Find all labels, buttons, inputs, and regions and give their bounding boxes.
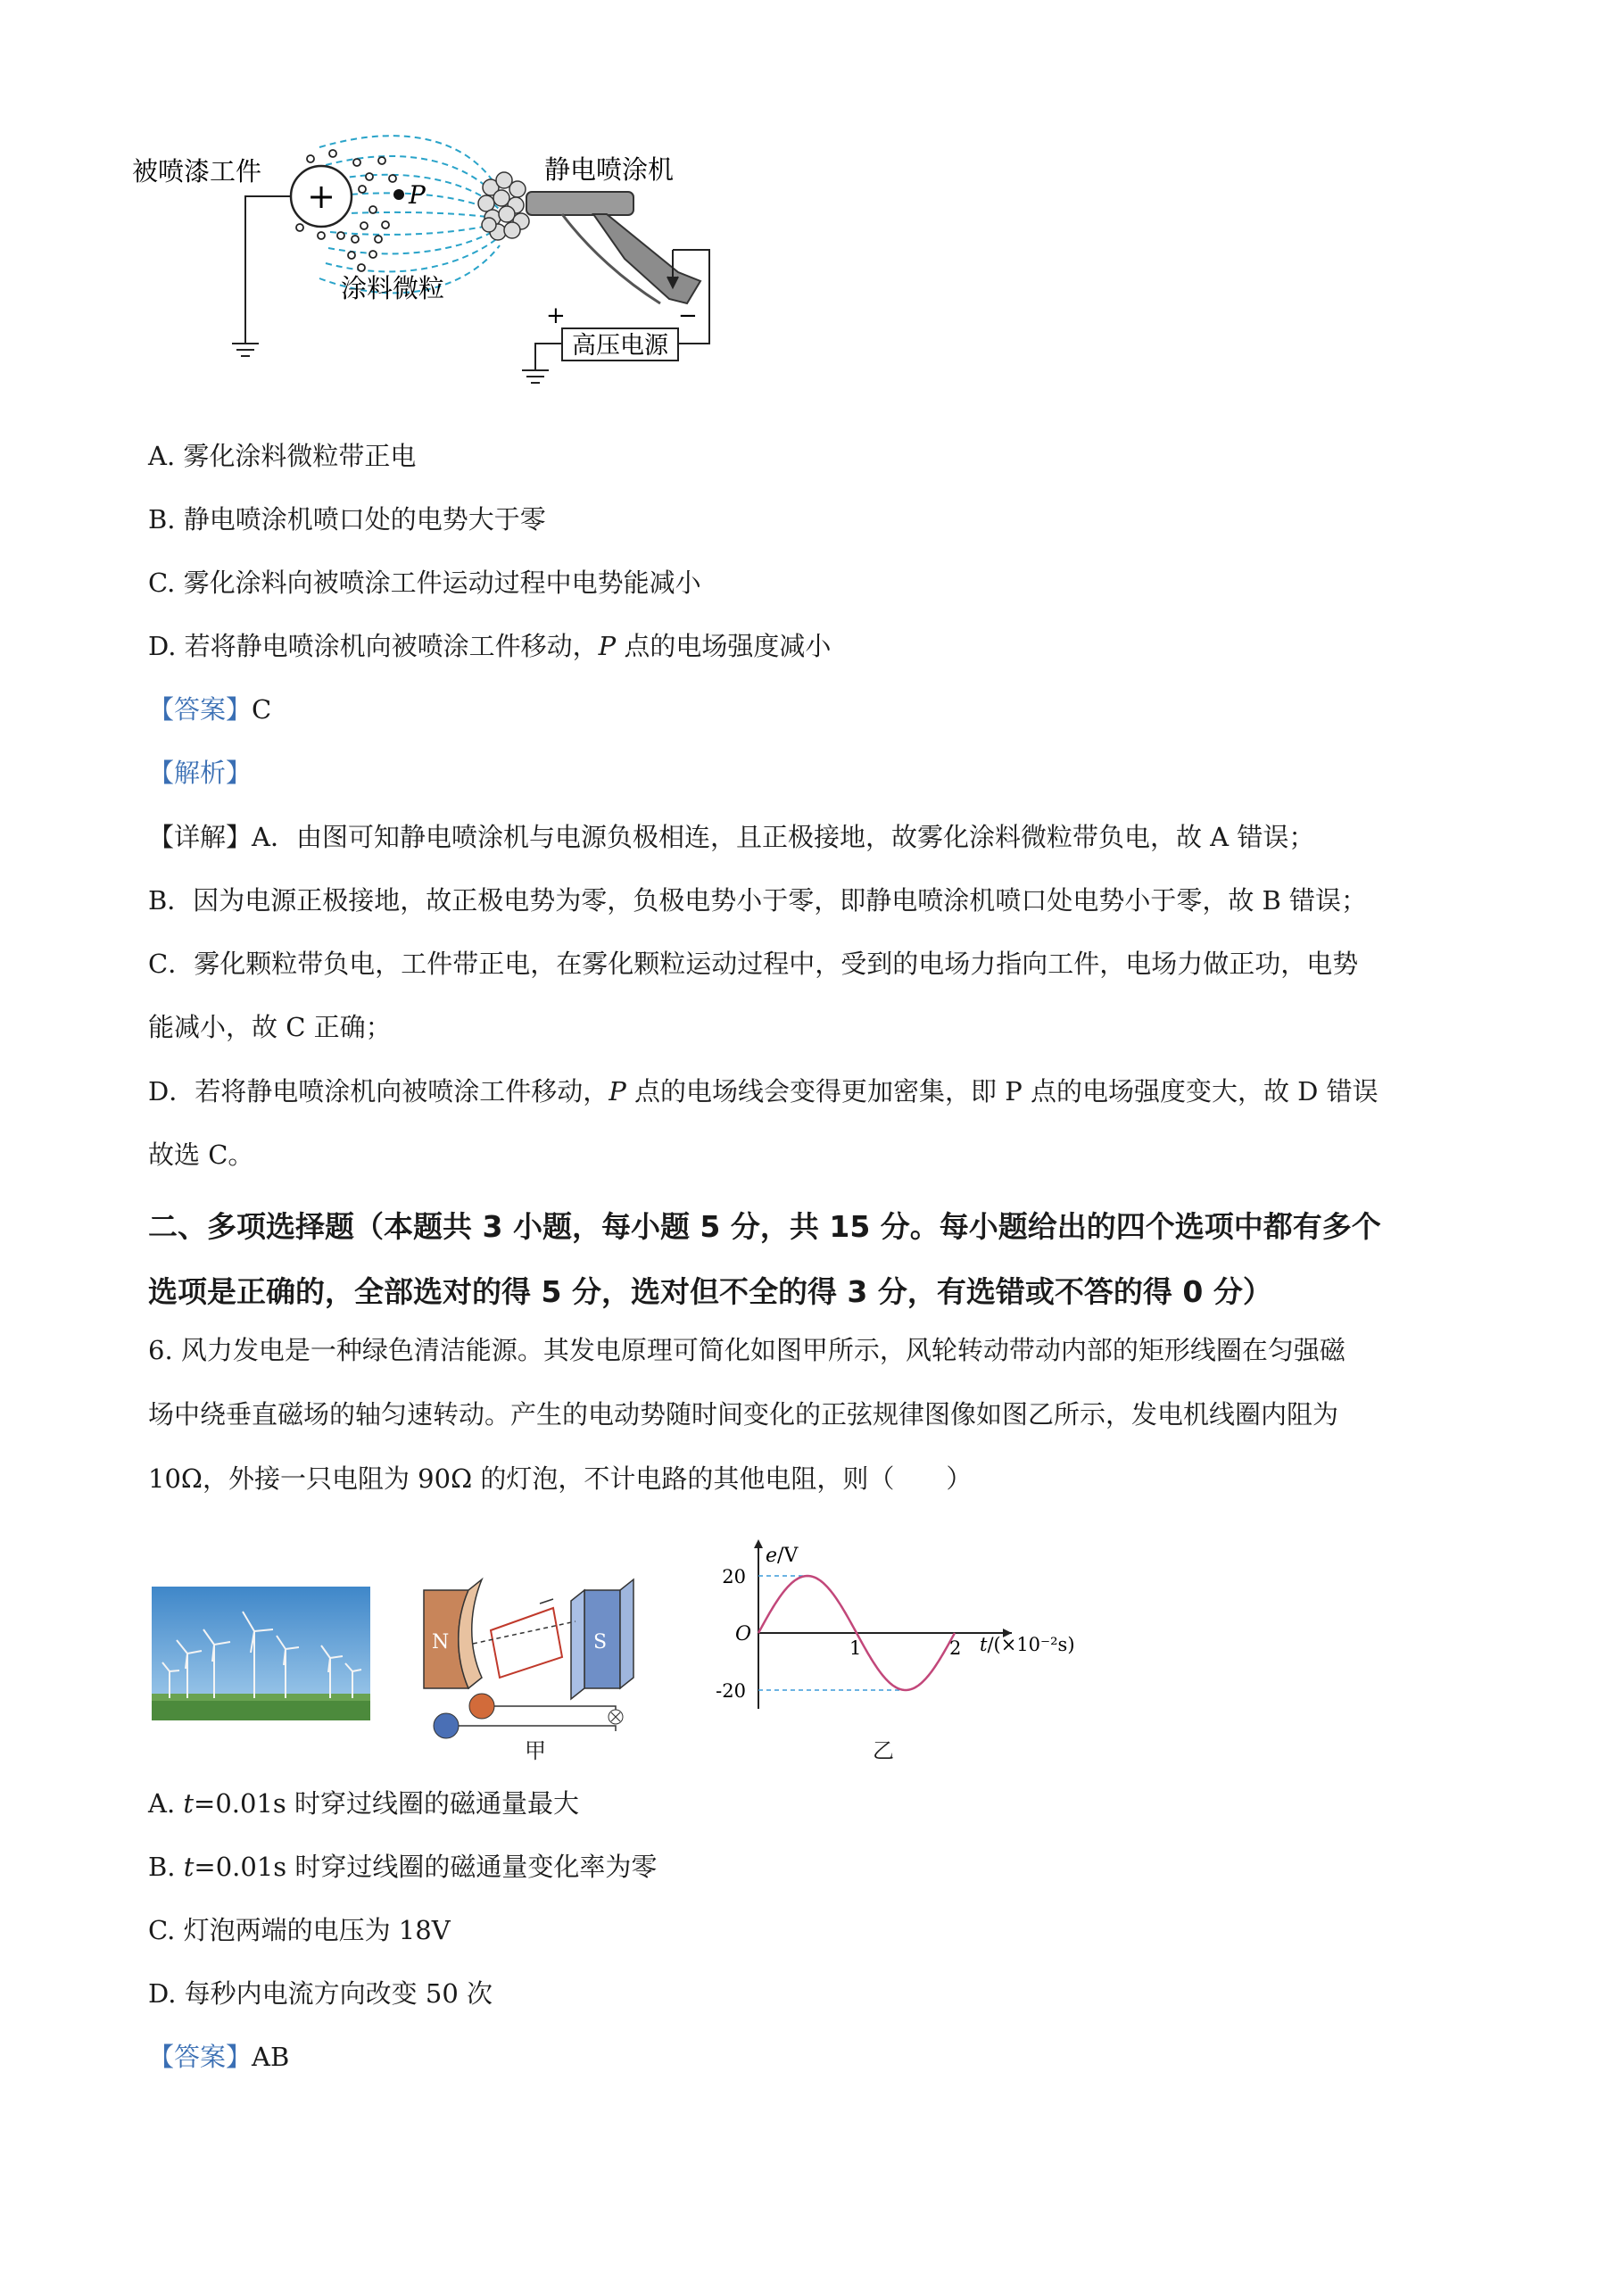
q6-answer: [148, 2042, 289, 2073]
q5-detail-line-5: D．若将静电喷涂机向被喷涂工件移动，P 点的电场线会变得更加密集，即 P 点的电场强度变大，故 D 错误: [148, 1076, 1379, 1107]
emf-chart: [705, 1517, 1075, 1749]
power-supply-label: 高压电源: [572, 332, 668, 360]
y-tick-label: -20: [716, 1680, 746, 1702]
particles-label: 涂料微粒: [341, 273, 445, 303]
power-positive-sign: +: [546, 303, 566, 329]
answer-value: AB: [252, 2042, 290, 2072]
y-tick-label: 20: [722, 1566, 746, 1587]
figure-yi-label: 乙: [873, 1738, 894, 1763]
point-p-label: P: [409, 180, 426, 210]
answer-tag: 【答案】: [148, 2042, 253, 2072]
answer-value: C: [252, 694, 272, 725]
q6-option-a: A. t=0.01s 时穿过线圈的磁通量最大: [148, 1788, 580, 1819]
wind-farm-photo: [152, 1587, 370, 1720]
q6-option-d: D. 每秒内电流方向改变 50 次: [148, 1978, 493, 2009]
figure-jia-label: 甲: [525, 1738, 546, 1763]
q5-detail-line-3: C．雾化颗粒带负电，工件带正电，在雾化颗粒运动过程中，受到的电场力指向工件，电场力做正功，电势: [148, 949, 1359, 979]
origin-label: O: [735, 1623, 752, 1645]
q6-stem-line-2: 场中绕垂直磁场的轴匀速转动。产生的电动势随时间变化的正弦规律图像如图乙所示，发电机线圈内阻为: [148, 1399, 1339, 1430]
spray-diagram: [132, 125, 714, 419]
q6-option-c: C. 灯泡两端的电压为 18V: [148, 1915, 451, 1945]
q6-option-b: B. t=0.01s 时穿过线圈的磁通量变化率为零: [148, 1852, 658, 1882]
q5-analysis-tag: 【解析】: [148, 758, 253, 788]
section-heading-line-1: 二、多项选择题（本题共 3 小题，每小题 5 分，共 15 分。每小题给出的四个选项中都有多个: [148, 1209, 1381, 1244]
magnet-s-label: S: [593, 1631, 608, 1654]
q5-option-b: B. 静电喷涂机喷口处的电势大于零: [148, 504, 546, 535]
magnet-n-label: N: [432, 1631, 450, 1654]
q5-detail-line-6: 故选 C。: [148, 1140, 254, 1170]
q5-detail-line-4: 能减小，故 C 正确；: [148, 1012, 392, 1042]
workpiece-label: 被喷漆工件: [132, 156, 262, 186]
q5-answer: [148, 694, 271, 725]
q5-option-c: C. 雾化涂料向被喷涂工件运动过程中电势能减小: [148, 568, 701, 598]
x-tick-label: 1: [849, 1637, 862, 1659]
spray-gun: [526, 192, 700, 303]
power-negative-sign: −: [678, 303, 698, 329]
q5-option-d: D. 若将静电喷涂机向被喷涂工件移动，P 点的电场强度减小: [148, 631, 832, 661]
q6-stem-line-3: 10Ω，外接一只电阻为 90Ω 的灯泡，不计电路的其他电阻，则（ ）: [148, 1463, 973, 1494]
section-heading-line-2: 选项是正确的，全部选对的得 5 分，选对但不全的得 3 分，有选错或不答的得 0 分）: [148, 1274, 1272, 1309]
y-axis-label: e/V: [766, 1545, 799, 1567]
x-tick-label: 2: [949, 1637, 962, 1659]
answer-tag: 【答案】: [148, 694, 253, 725]
point-p-dot: [393, 189, 404, 200]
q5-detail-line-1: 【详解】A．由图可知静电喷涂机与电源负极相连，且正极接地，故雾化涂料微粒带负电，故 A 错误；: [148, 822, 1315, 852]
q6-stem-line-1: 6. 风力发电是一种绿色清洁能源。其发电原理可简化如图甲所示，风轮转动带动内部的矩形线圈在匀强磁: [148, 1335, 1346, 1365]
workpiece-plus-sign: +: [307, 177, 335, 216]
generator-diagram: [419, 1572, 660, 1751]
sprayer-label: 静电喷涂机: [544, 154, 675, 185]
workpiece-ground: [232, 196, 291, 356]
y-axis-arrow: [754, 1539, 763, 1548]
x-axis-label: t/(×10⁻²s): [980, 1634, 1075, 1655]
q5-option-a: A. 雾化涂料微粒带正电: [148, 441, 417, 471]
spray-cloud: [478, 172, 529, 240]
q5-detail-line-2: B．因为电源正极接地，故正极电势为零，负极电势小于零，即静电喷涂机喷口处电势小于零，故 B 错误；: [148, 885, 1368, 916]
